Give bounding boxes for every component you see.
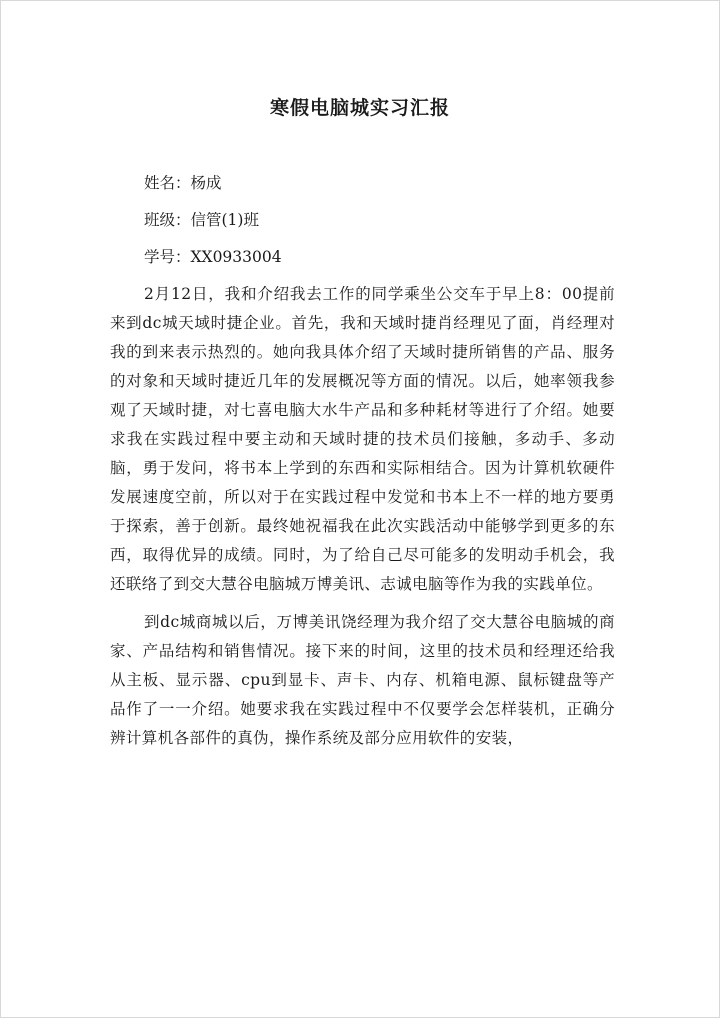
body-paragraph-1: 2月12日，我和介绍我去工作的同学乘坐公交车于早上8：00提前来到dc城天域时捷企业。首先，我和天域时捷肖经理见了面，肖经理对我的到来表示热烈的。她向我具体介绍了天域时捷所销售的产品、服务的对象和天域时捷近几年的发展概况等方面的情况。以后，她率领我参观了天域时捷，对七喜电脑大水牛产品和多种耗材等进行了介绍。她要求我在实践过程中要主动和天域时捷的技术员们接触，多动手、多动脑，勇于发问，将书本上学到的东西和实际相结合。因为计算机软硬件发展速度空前，所以对于在实践过程中发觉和书本上不一样的地方要勇于探索，善于创新。最终她祝福我在此次实践活动中能够学到更多的东西，取得优异的成绩。同时，为了给自己尽可能多的发明动手机会，我还联络了到交大慧谷电脑城万博美讯、志诚电脑等作为我的实践单位。 <box>110 285 615 593</box>
document-title: 寒假电脑城实习汇报 <box>269 97 450 119</box>
student-class-line: 班级：信管(1)班 <box>144 211 259 229</box>
document-body <box>110 169 615 762</box>
student-id-line: 学号：XX0933004 <box>144 248 282 266</box>
student-name-line: 姓名：杨成 <box>144 174 222 192</box>
body-paragraph-2: 到dc城商城以后，万博美讯饶经理为我介绍了交大慧谷电脑城的商家、产品结构和销售情况。接下来的时间，这里的技术员和经理还给我从主板、显示器、cpu到显卡、声卡、内存、机箱电源、鼠标键盘等产品作了一一介绍。她要求我在实践过程中不仅要学会怎样装机，正确分辨计算机各部件的真伪，操作系统及部分应用软件的安装， <box>110 613 615 747</box>
